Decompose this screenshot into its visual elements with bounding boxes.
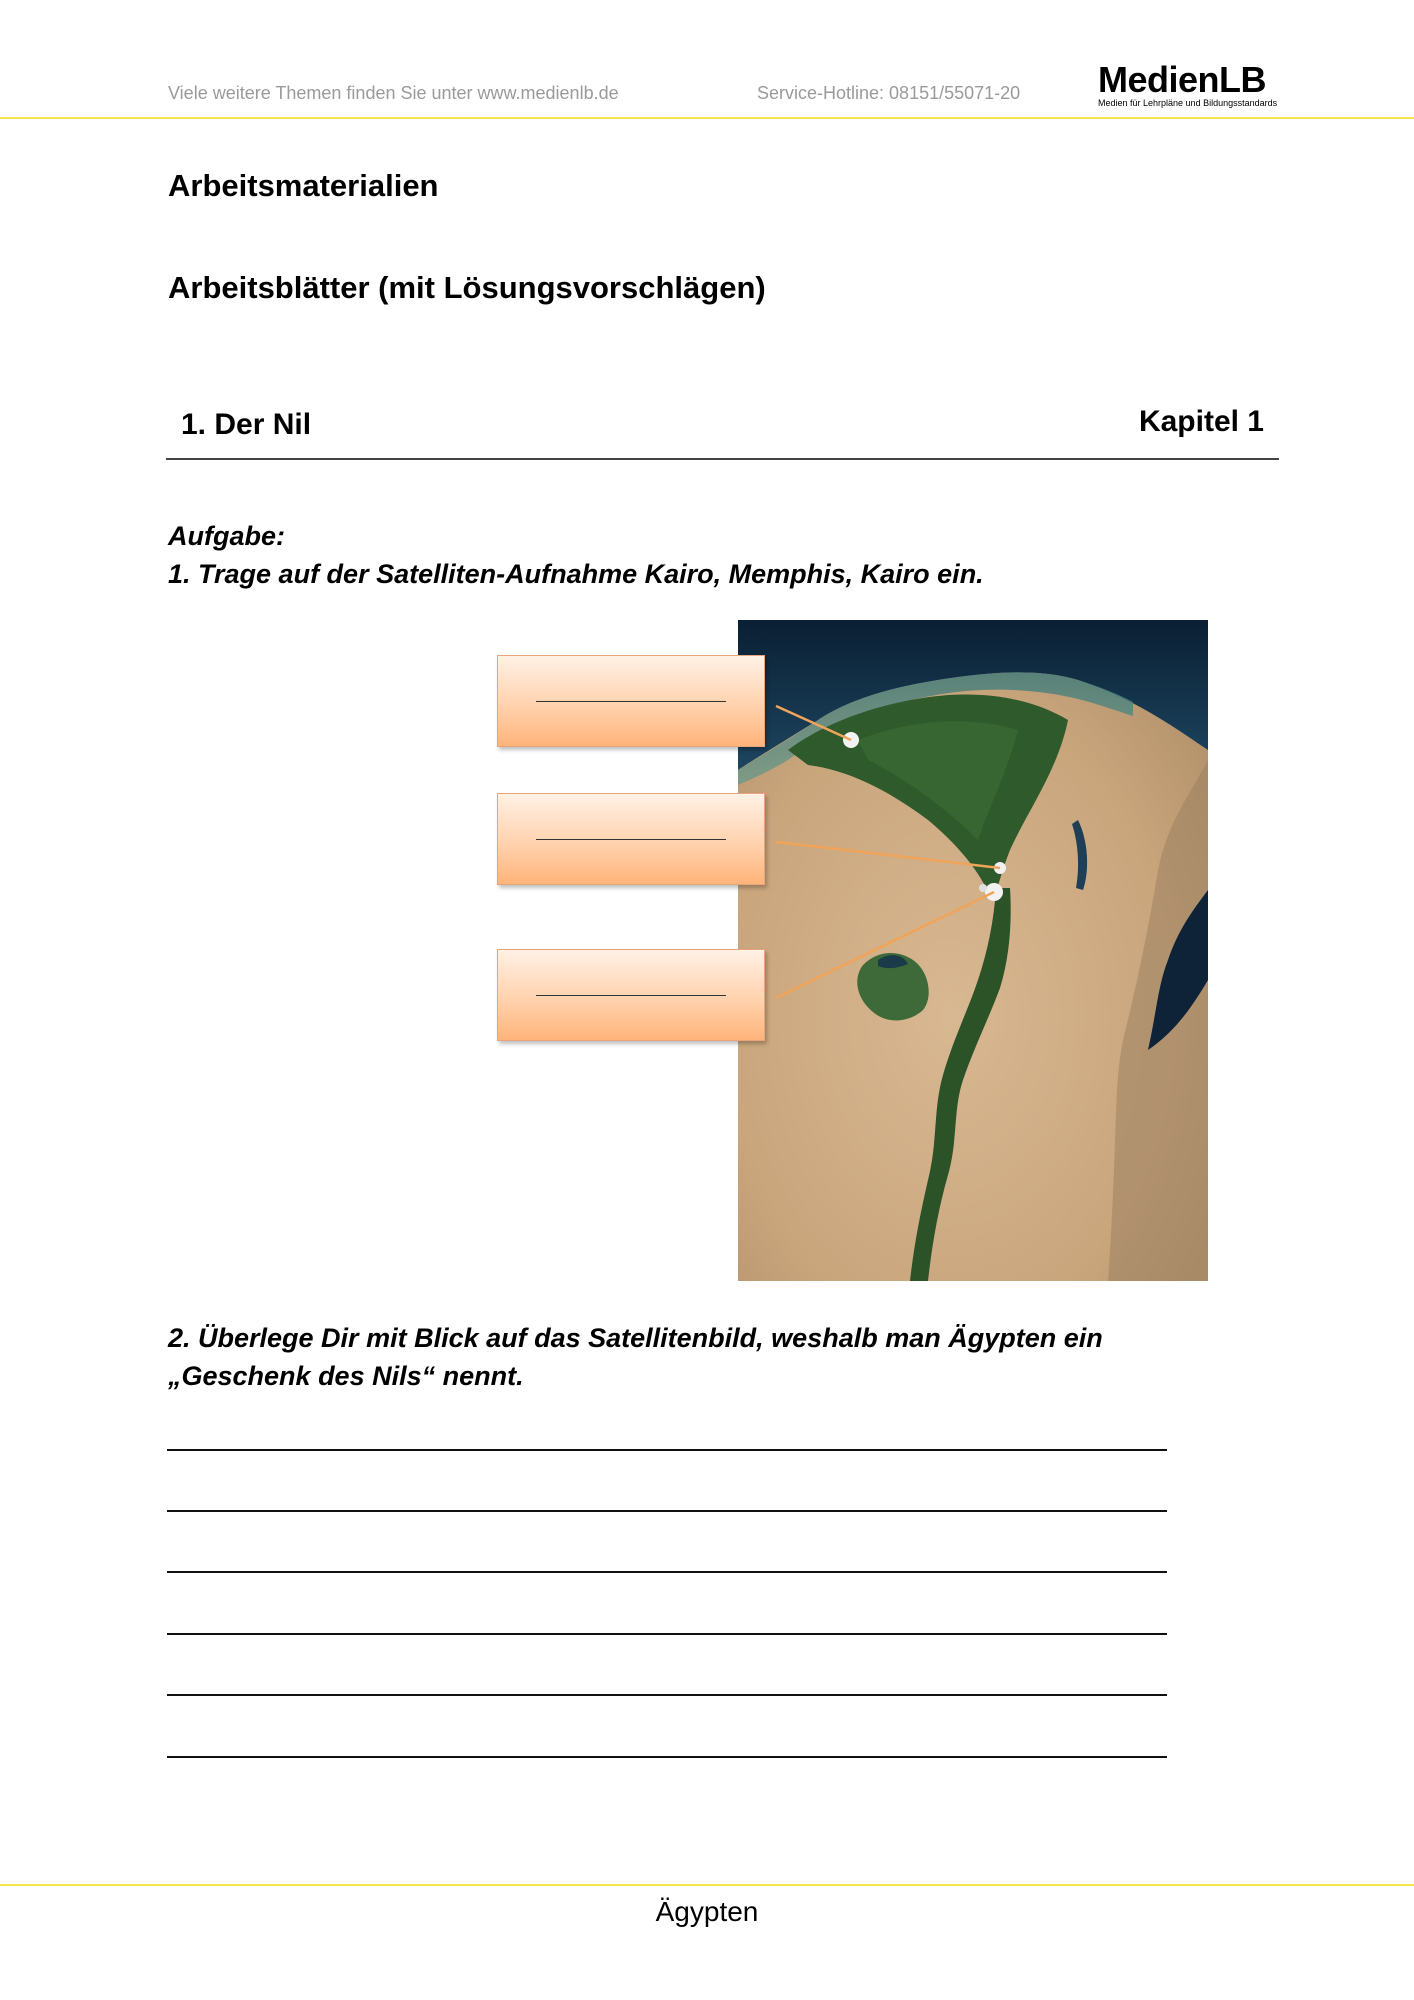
- chapter-number: Kapitel 1: [1138, 405, 1264, 438]
- service-hotline: Service-Hotline: 08151/55071-20: [757, 83, 1021, 103]
- label-box-2[interactable]: [497, 793, 765, 885]
- task-item-1: 1. Trage auf der Satelliten-Aufnahme Kairo, Memphis, Kairo ein.: [168, 559, 984, 589]
- task-item-2-line-2: „Geschenk des Nils“ nennt.: [168, 1361, 524, 1391]
- task-heading: Aufgabe:: [168, 521, 285, 551]
- medienlb-logo: [1098, 59, 1290, 108]
- logo-tagline: Medien für Lehrpläne und Bildungsstandards: [1098, 98, 1278, 108]
- label-blank-3: [536, 995, 726, 996]
- footer-divider: [0, 1884, 1414, 1886]
- header-divider: [0, 117, 1414, 119]
- chapter-title: 1. Der Nil: [181, 408, 312, 441]
- answer-line-4[interactable]: [167, 1633, 1167, 1635]
- answer-line-5[interactable]: [167, 1694, 1167, 1696]
- chapter-divider: [166, 458, 1279, 460]
- footer-topic: Ägypten: [655, 1896, 759, 1927]
- label-box-1[interactable]: [497, 655, 765, 747]
- answer-line-3[interactable]: [167, 1571, 1167, 1573]
- page-title: Arbeitsmaterialien: [168, 168, 439, 203]
- answer-line-6[interactable]: [167, 1756, 1167, 1758]
- label-blank-1: [536, 701, 726, 702]
- task-item-2-line-1: 2. Überlege Dir mit Blick auf das Satellitenbild, weshalb man Ägypten ein: [168, 1323, 1103, 1353]
- answer-line-1[interactable]: [167, 1449, 1167, 1451]
- satellite-image-egypt: [738, 620, 1208, 1281]
- page-subtitle: Arbeitsblätter (mit Lösungsvorschlägen): [168, 270, 766, 305]
- logo-name: MedienLB: [1098, 59, 1267, 100]
- label-box-3[interactable]: [497, 949, 765, 1041]
- website-notice: Viele weitere Themen finden Sie unter www.medienlb.de: [168, 83, 619, 103]
- label-blank-2: [536, 839, 726, 840]
- answer-line-2[interactable]: [167, 1510, 1167, 1512]
